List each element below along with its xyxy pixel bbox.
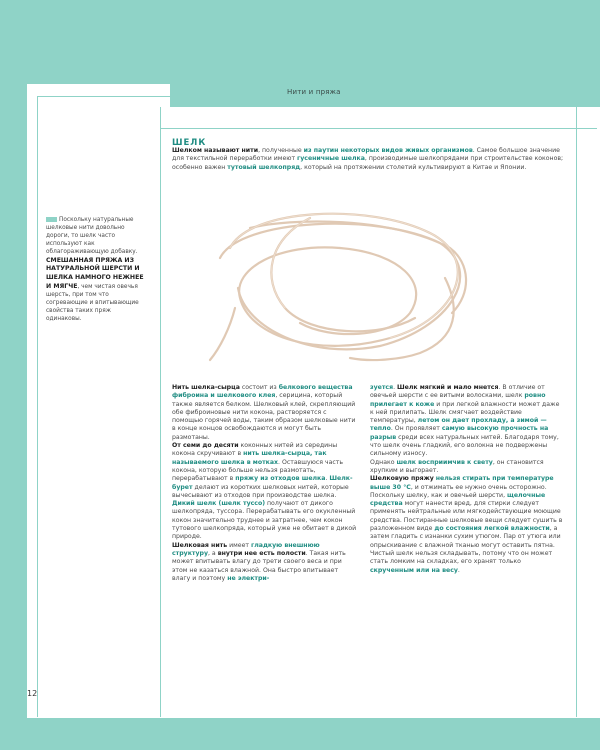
guide-line xyxy=(576,107,577,717)
body-column-left: Нить шелка-сырца состоит из белкового вещества фиброина и шелкового клея, серицина, который также является белком. Шелковый клей, скрепляющий обе фиброиновые нити кокона, растворяется с помощью горячей воды, таким образом шелковые нити в конце концов освобождаются и могут быть размотаны. От семи до десяти коконных нитей из середины кокона скручивают в нить шелка-сырца, так называемого шелка в мотках. Оставшуюся часть кокона, которую больше нельзя размотать, перерабатывают в пряжу из отходов шелка. Шелк-бурет делают из коротких шелковых нитей, которые вычесывают из отходов при производстве шелка. Дикий шелк (шелк туссо) получают от дикого шелкопряда, туссора. Перерабатывать его окукленный кокон значительно труднее и затратнее, чем кокон тутового шелкопряда, который уже не обитает в дикой природе. Шелковая нить имеет гладкую внешнюю структуру, а внутри нее есть полости. Такая нить может впитывать влагу до трети своего веса и при этом не казаться влажной. Она быстро впитывает влагу и поэтому не электри- xyxy=(172,384,357,582)
guide-line xyxy=(160,107,161,717)
intro-paragraph: Шелком называют нити, полученные из паутин некоторых видов живых организмов. Самое большое значение для текстильной переработки имеют гусеничные шелка, производимые шелкопрядами при строительстве коконов; особенно важен тутовый шелкопряд, который на протяжении столетий культивируют в Китае и Японии. xyxy=(172,147,564,171)
section-title: ШЕЛК xyxy=(172,138,207,148)
page-number: 12 xyxy=(27,689,38,698)
body-column-right: зуется. Шелк мягкий и мало мнется. В отличие от овечьей шерсти с ее витыми волосками, шелк ровно прилегает к коже и при легкой влажности может даже к ней прилипать. Шелк смягчает воздействие температуры, летом он дает прохладу, а зимой — тепло. Он проявляет самую высокую прочность на разрыв среди всех натуральных нитей. Благодаря тому, что шелк очень гладкий, его волокна не подвержены сильному износу. Однако шелк восприимчив к свету, он становится хрупким и выгорает. Шелковую пряжу нельзя стирать при температуре выше 30 °С, и отжимать ее нужно очень осторожно. Поскольку шелку, как и овечьей шерсти, щелочные средства могут нанести вред, для стирки следует применять нейтральные или мягкодействующие моющие средства. Постиранные шелковые вещи следует сушить в разложенном виде до состояния легкой влажности, а затем гладить с изнанки сухим утюгом. Пар от утюга или опрыскивание с влажной тканью могут оставить пятна. Чистый шелк нельзя складывать, потому что он может стать ломким на складках, его хранят только скрученным или на весу. xyxy=(370,384,563,574)
guide-line xyxy=(160,128,597,129)
running-header: Нити и пряжа xyxy=(287,88,341,96)
guide-line xyxy=(37,96,38,717)
note-marker-icon xyxy=(46,217,57,222)
sidebar-note: Поскольку натуральные шелковые нити довольно дороги, то шелк часто используют как облагораживающую добавку. СМЕШАННАЯ ПРЯЖА ИЗ НАТУРАЛЬНОЙ ШЕРСТИ И ШЕЛКА НАМНОГО НЕЖНЕЕ И МЯГЧЕ, чем чистая овечья шерсть, при том что согревающие и впитывающие свойства таких пряж одинаковы. xyxy=(46,217,144,322)
guide-line xyxy=(37,96,597,97)
silk-thread-illustration xyxy=(190,188,490,368)
